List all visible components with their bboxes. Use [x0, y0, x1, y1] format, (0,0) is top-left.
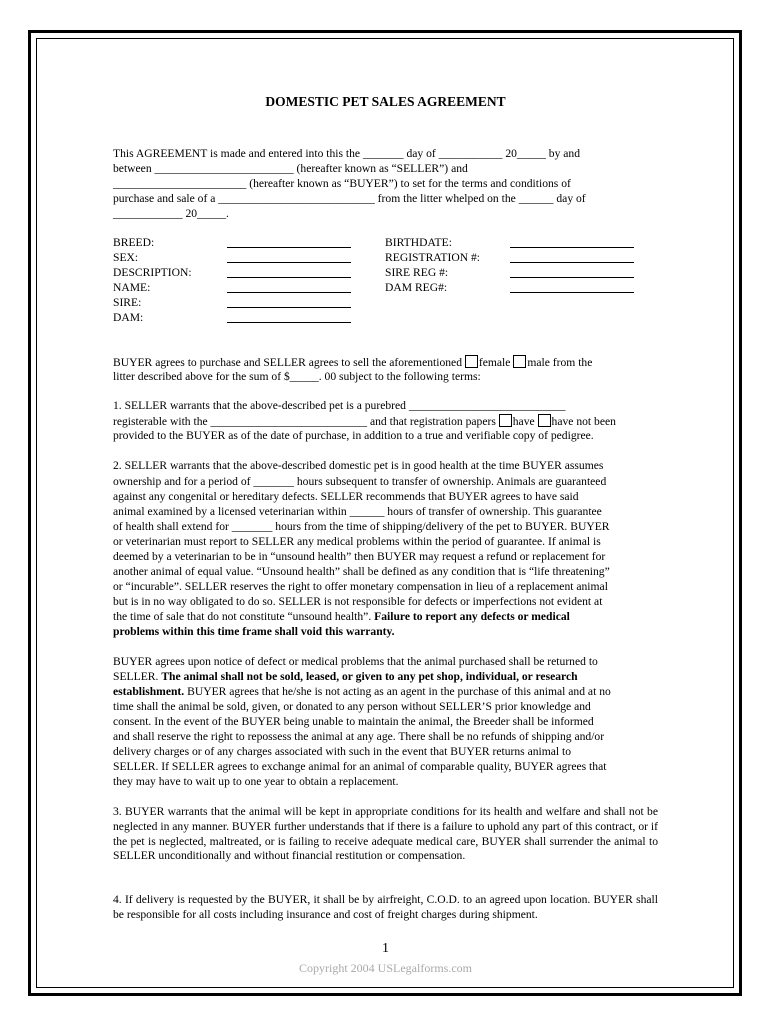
description-blank[interactable]: [227, 277, 351, 278]
defect-line: SELLER. If SELLER agrees to exchange animal for an animal of comparable quality, BUYER agrees that: [113, 760, 607, 773]
term2-line: [113, 610, 570, 625]
defect-line: time shall the animal be sold, given, or donated to any person without SELLER’S prior knowledge and: [113, 700, 591, 713]
term2-line: but is in no way obligated to do so. SELLER is not responsible for defects or imperfections not evident at: [113, 595, 603, 608]
field-label-sire: SIRE:: [113, 296, 142, 309]
term2-line: another animal of equal value. “Unsound health” shall be defined as any condition that is “life threatening”: [113, 565, 610, 578]
term2-line: or veterinarian must report to SELLER any medical problems within the period of guarantee. If animal is: [113, 535, 601, 548]
term2-line: ownership and for a period of _______ hours subsequent to transfer of ownership. Animals are guaranteed: [113, 475, 607, 488]
field-row: [113, 266, 658, 281]
purchase-line: [113, 355, 592, 371]
term2-line: deemed by a veterinarian to be in “unsound health” then BUYER may request a refund or replacement for: [113, 550, 606, 563]
defect-line: and shall reserve the right to repossess the animal at any age. There shall be no refunds of shipping and/or: [113, 730, 605, 743]
name-blank[interactable]: [227, 292, 351, 293]
intro-line: This AGREEMENT is made and entered into this the _______ day of ___________ 20_____ by and: [113, 147, 581, 160]
resale-prohibition: establishment.: [113, 685, 185, 698]
field-label-description: DESCRIPTION:: [113, 266, 192, 279]
male-label: male from the: [527, 356, 593, 369]
term4-paragraph: 4. If delivery is requested by the BUYER, it shall be by airfreight, C.O.D. to an agreed upon location. BUYER shall be responsible for all costs including insurance and cost of freight charges during shipment.: [113, 893, 658, 921]
field-label-registration: REGISTRATION #:: [385, 251, 481, 264]
page-number: 1: [382, 941, 389, 956]
field-label-birthdate: BIRTHDATE:: [385, 236, 452, 249]
field-label-sex: SEX:: [113, 251, 139, 264]
registration-blank[interactable]: [510, 262, 634, 263]
have-not-label: have not been: [551, 415, 616, 428]
have-checkbox[interactable]: [499, 414, 512, 427]
field-row: [113, 236, 658, 251]
have-label: have: [512, 415, 535, 428]
resale-prohibition: The animal shall not be sold, leased, or given to any pet shop, individual, or research: [161, 670, 578, 683]
defect-line: BUYER agrees upon notice of defect or medical problems that the animal purchased shall be returned to: [113, 655, 598, 668]
purchase-text: BUYER agrees to purchase and SELLER agrees to sell the aforementioned: [113, 356, 465, 369]
document-title: DOMESTIC PET SALES AGREEMENT: [265, 94, 506, 109]
term2-line: animal examined by a licensed veterinarian within ______ hours of transfer of ownership. This guarantee: [113, 505, 602, 518]
purchase-line: litter described above for the sum of $_____. 00 subject to the following terms:: [113, 370, 481, 383]
sex-blank[interactable]: [227, 262, 351, 263]
intro-line: ____________ 20_____.: [113, 207, 229, 220]
term1-text: registerable with the ___________________________ and that registration papers: [113, 415, 499, 428]
dam-reg-blank[interactable]: [510, 292, 634, 293]
intro-line: _______________________ (hereafter known as “BUYER”) to set for the terms and conditions of: [113, 177, 571, 190]
female-label: female: [478, 356, 511, 369]
term3-paragraph: 3. BUYER warrants that the animal will be kept in appropriate conditions for its health and welfare and shall not be neglected in any manner. BUYER further understands that if there is a failure to uphold any part of this contract, or if the pet is neglected, maltreated, or is failing to receive adequate medical care, BUYER shall surrender the animal to SELLER unconditionally and without financial restitution or compensation.: [113, 805, 658, 863]
field-row: [113, 296, 658, 311]
term1-line: [113, 414, 616, 430]
warranty-warning: problems within this time frame shall void this warranty.: [113, 625, 395, 638]
field-row: [113, 251, 658, 266]
copyright-notice: Copyright 2004 USLegalforms.com: [299, 961, 472, 975]
field-label-name: NAME:: [113, 281, 151, 294]
term2-text: the time of sale that do not constitute “unsound health”.: [113, 610, 375, 623]
sire-blank[interactable]: [227, 307, 351, 308]
defect-line: [113, 685, 611, 700]
warranty-warning: Failure to report any defects or medical: [374, 610, 570, 623]
term2-line: 2. SELLER warrants that the above-described domestic pet is in good health at the time BUYER assumes: [113, 459, 604, 472]
term1-line: provided to the BUYER as of the date of purchase, in addition to a true and verifiable copy of pedigree.: [113, 429, 594, 442]
field-label-dam: DAM:: [113, 311, 144, 324]
field-row: [113, 281, 658, 296]
term2-line: against any congenital or hereditary defects. SELLER recommends that BUYER agrees to have said: [113, 490, 579, 503]
sire-reg-blank[interactable]: [510, 277, 634, 278]
intro-line: purchase and sale of a ___________________________ from the litter whelped on the ______ day of: [113, 192, 586, 205]
field-label-sire-reg: SIRE REG #:: [385, 266, 449, 279]
defect-line: [113, 670, 578, 685]
defect-text: BUYER agrees that he/she is not acting as an agent in the purchase of this animal and at no: [184, 685, 611, 698]
defect-line: they may have to wait up to one year to obtain a replacement.: [113, 775, 399, 788]
intro-line: between ________________________ (hereafter known as “SELLER”) and: [113, 162, 468, 175]
term1-line: 1. SELLER warrants that the above-described pet is a purebred ___________________________: [113, 399, 566, 412]
field-label-breed: BREED:: [113, 236, 155, 249]
term2-line: of health shall extend for _______ hours from the time of shipping/delivery of the pet to BUYER. BUYER: [113, 520, 610, 533]
birthdate-blank[interactable]: [510, 247, 634, 248]
male-checkbox[interactable]: [513, 355, 526, 368]
field-row: [113, 311, 658, 326]
have-not-checkbox[interactable]: [538, 414, 551, 427]
dam-blank[interactable]: [227, 322, 351, 323]
defect-line: delivery charges or of any charges associated with such in the event that BUYER returns animal to: [113, 745, 572, 758]
defect-text: SELLER.: [113, 670, 162, 683]
field-label-dam-reg: DAM REG#:: [385, 281, 448, 294]
female-checkbox[interactable]: [465, 355, 478, 368]
term2-line: or “incurable”. SELLER reserves the right to offer monetary compensation in lieu of a replacement animal: [113, 580, 608, 593]
defect-line: consent. In the event of the BUYER being unable to maintain the animal, the Breeder shall be informed: [113, 715, 594, 728]
breed-blank[interactable]: [227, 247, 351, 248]
